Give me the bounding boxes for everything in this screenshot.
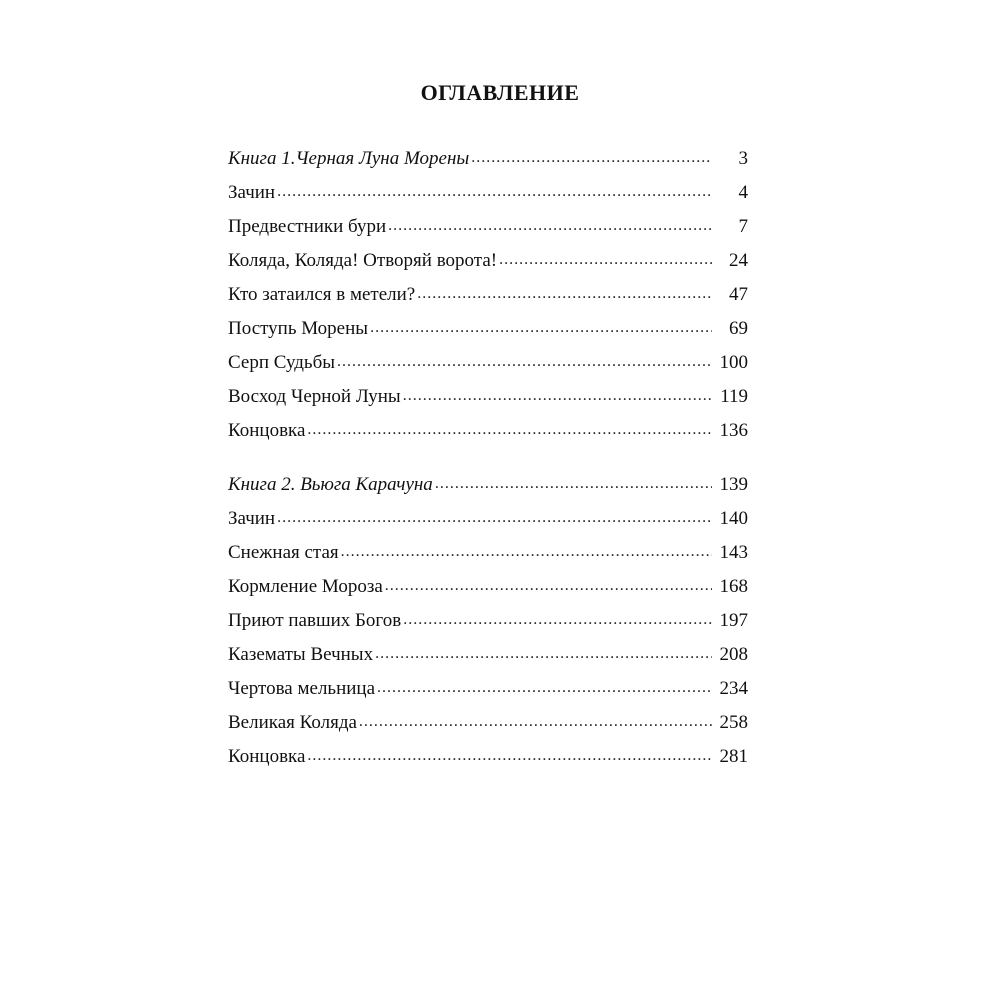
toc-entry[interactable]	[228, 350, 748, 376]
chapter-title: Восход Черной Луны	[228, 386, 401, 407]
dot-leader	[341, 540, 712, 558]
dot-leader	[377, 676, 712, 694]
toc-entry[interactable]	[228, 642, 748, 668]
dot-leader	[307, 744, 712, 762]
chapter-title: Поступь Морены	[228, 318, 369, 339]
toc-entry[interactable]	[228, 574, 748, 600]
dot-leader	[337, 350, 712, 368]
page-number: 69	[729, 318, 748, 339]
toc-entry[interactable]	[228, 744, 748, 770]
dot-leader	[375, 642, 712, 660]
dot-leader	[403, 384, 712, 402]
page-number: 168	[719, 576, 748, 597]
page-number: 281	[719, 746, 748, 767]
dot-leader	[388, 214, 712, 232]
toc-entry[interactable]	[228, 214, 748, 240]
dot-leader	[359, 710, 712, 728]
toc-entry[interactable]	[228, 180, 748, 206]
page-number: 3	[738, 148, 748, 169]
page-number: 100	[719, 352, 748, 373]
chapter-title: Снежная стая	[228, 542, 339, 563]
book-heading-2[interactable]	[228, 472, 748, 498]
page-number: 208	[719, 644, 748, 665]
toc-entry[interactable]	[228, 710, 748, 736]
page-number: 197	[719, 610, 748, 631]
chapter-title: Зачин	[228, 182, 276, 203]
chapter-title: Великая Коляда	[228, 712, 357, 733]
chapter-title: Кто затаился в метели?	[228, 284, 416, 305]
chapter-title: Приют павших Богов	[228, 610, 402, 631]
dot-leader	[403, 608, 712, 626]
page-number: 140	[719, 508, 748, 529]
dot-leader	[370, 316, 712, 334]
dot-leader	[435, 472, 712, 490]
page-number: 136	[719, 420, 748, 441]
toc-entry[interactable]	[228, 506, 748, 532]
dot-leader	[471, 146, 712, 164]
page-number: 258	[719, 712, 748, 733]
page-number: 7	[738, 216, 748, 237]
dot-leader	[417, 282, 712, 300]
page-number: 24	[729, 250, 748, 271]
dot-leader	[307, 418, 712, 436]
chapter-title: Зачин	[228, 508, 276, 529]
toc-entry[interactable]	[228, 316, 748, 342]
toc-entry[interactable]	[228, 384, 748, 410]
page-number: 119	[720, 386, 748, 407]
book-title: Книга 2. Вьюга Карачуна	[228, 474, 433, 495]
book-heading-1[interactable]	[228, 146, 748, 172]
dot-leader	[277, 506, 712, 524]
chapter-title: Казематы Вечных	[228, 644, 374, 665]
toc-entry[interactable]	[228, 418, 748, 444]
page-number: 234	[719, 678, 748, 699]
chapter-title: Серп Судьбы	[228, 352, 336, 373]
page-title: ОГЛАВЛЕНИЕ	[420, 80, 580, 105]
toc-entry[interactable]	[228, 676, 748, 702]
chapter-title: Кормление Мороза	[228, 576, 383, 597]
page-number: 143	[719, 542, 748, 563]
page-number: 139	[719, 474, 748, 495]
toc-entry[interactable]	[228, 608, 748, 634]
dot-leader	[385, 574, 712, 592]
page-number: 47	[729, 284, 748, 305]
dot-leader	[499, 248, 712, 266]
toc-entry[interactable]	[228, 282, 748, 308]
book-title: Книга 1.Черная Луна Морены	[228, 148, 470, 169]
chapter-title: Коляда, Коляда! Отворяй ворота!	[228, 250, 498, 271]
chapter-title: Предвестники бури	[228, 216, 387, 237]
chapter-title: Концовка	[228, 420, 306, 441]
page-number: 4	[738, 182, 748, 203]
chapter-title: Концовка	[228, 746, 306, 767]
dot-leader	[277, 180, 712, 198]
toc-entry[interactable]	[228, 540, 748, 566]
toc-entry[interactable]	[228, 248, 748, 274]
chapter-title: Чертова мельница	[228, 678, 376, 699]
